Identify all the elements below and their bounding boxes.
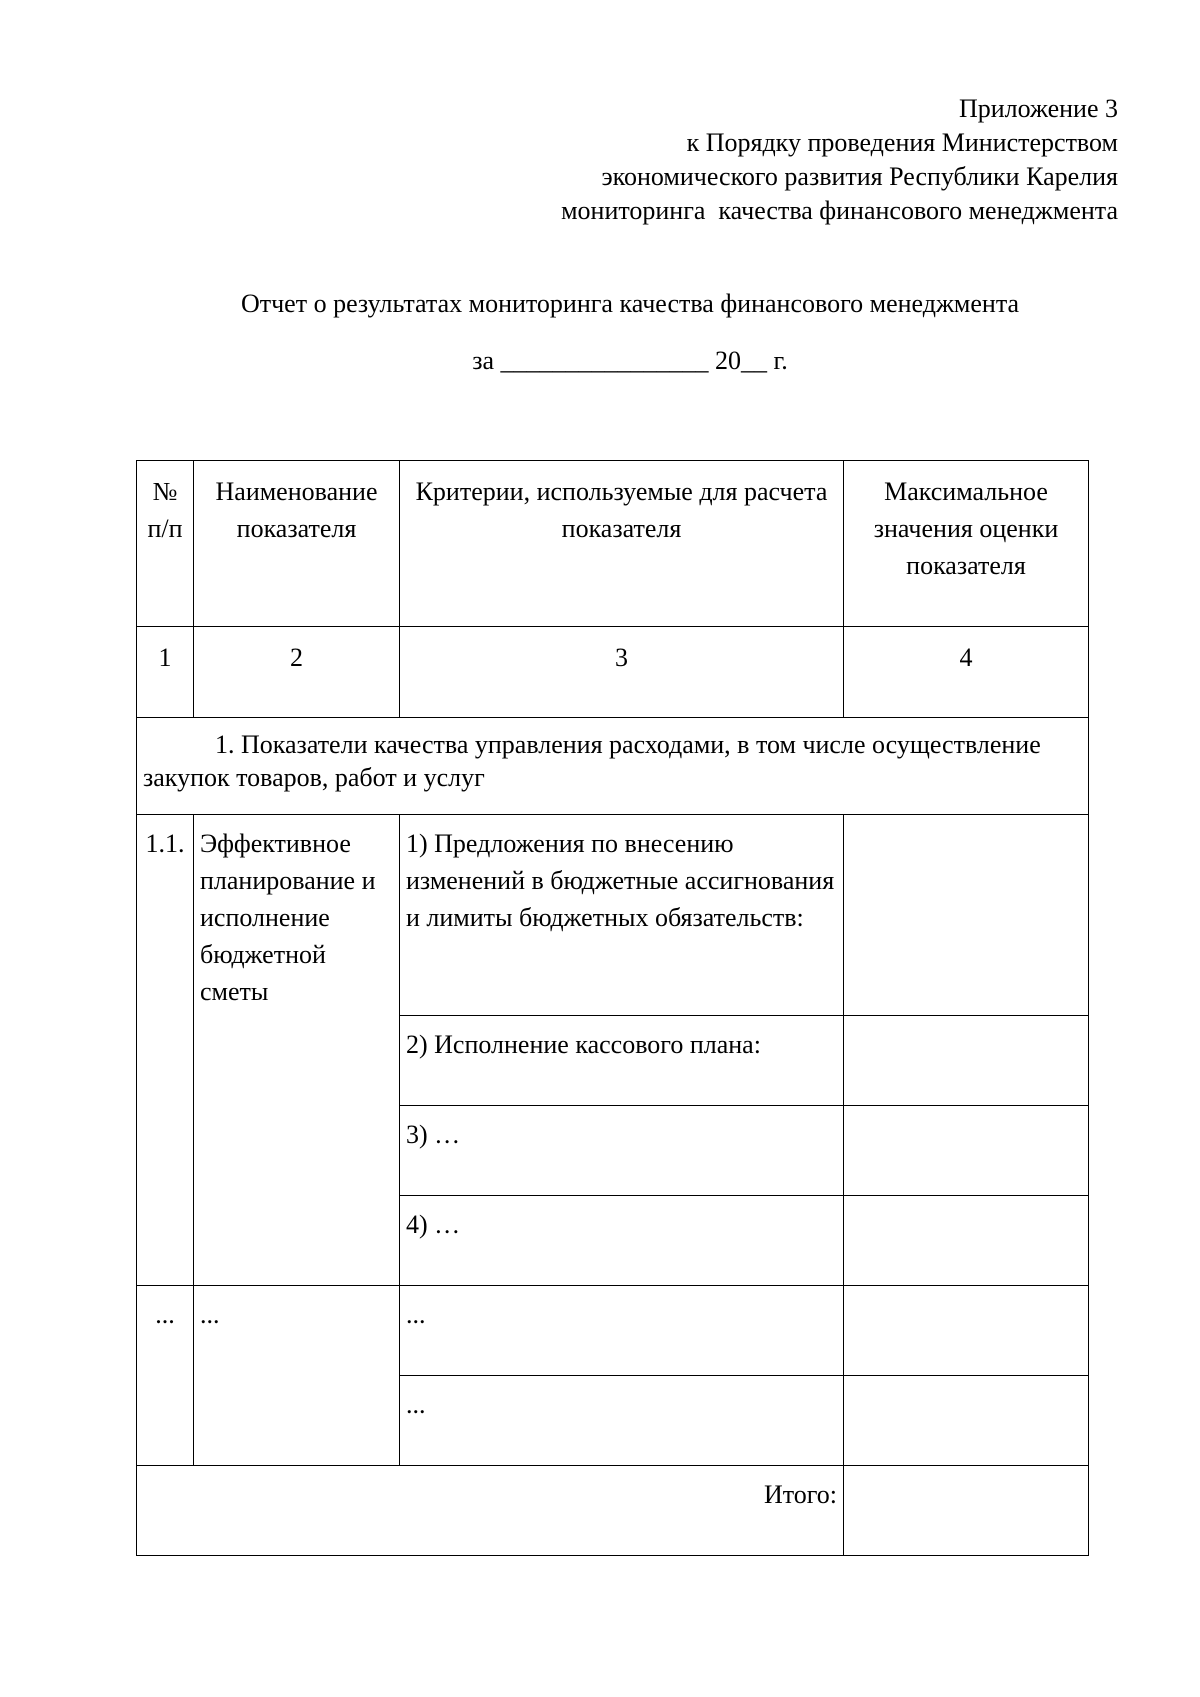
- criteria-cell: 1) Предложения по внесению изменений в бюджетные ассигнования и лимиты бюджетных обязательств:: [400, 815, 844, 1016]
- appendix-line: экономического развития Республики Карелия: [601, 162, 1118, 191]
- column-number: 3: [400, 627, 844, 718]
- header-criteria: Критерии, используемые для расчета показателя: [400, 461, 844, 627]
- table-header-row: [137, 461, 1089, 627]
- indicator-name: Эффективное планирование и исполнение бюджетной сметы: [194, 815, 400, 1286]
- table-row: [137, 815, 1089, 1016]
- total-label: Итого:: [137, 1466, 844, 1556]
- criteria-cell: ...: [400, 1286, 844, 1376]
- report-table: [136, 460, 1089, 1556]
- indicator-name: ...: [194, 1286, 400, 1466]
- criteria-cell: 3) …: [400, 1106, 844, 1196]
- max-score-cell: [844, 1196, 1089, 1286]
- total-row: [137, 1466, 1089, 1556]
- criteria-cell: 4) …: [400, 1196, 844, 1286]
- appendix-header: [418, 92, 1118, 228]
- row-number: ...: [137, 1286, 194, 1466]
- header-name: Наименование показателя: [194, 461, 400, 627]
- criteria-cell: 2) Исполнение кассового плана:: [400, 1016, 844, 1106]
- header-num: № п/п: [137, 461, 194, 627]
- table-row: [137, 1286, 1089, 1376]
- max-score-cell: [844, 1286, 1089, 1376]
- section-title: 1. Показатели качества управления расходами, в том числе осуществление закупок товаров, работ и услуг: [143, 730, 1041, 792]
- max-score-cell: [844, 1016, 1089, 1106]
- max-score-cell: [844, 1376, 1089, 1466]
- max-score-cell: [844, 1106, 1089, 1196]
- section-row: [137, 718, 1089, 815]
- header-max-score: Максимальное значения оценки показателя: [844, 461, 1089, 627]
- report-period: за ________________ 20__ г.: [472, 346, 788, 375]
- report-title: Отчет о результатах мониторинга качества финансового менеджмента: [240, 289, 1020, 318]
- column-number: 4: [844, 627, 1089, 718]
- column-number: 2: [194, 627, 400, 718]
- column-number: 1: [137, 627, 194, 718]
- appendix-line: мониторинга качества финансового менеджмента: [561, 196, 1118, 225]
- appendix-line: Приложение 3: [958, 94, 1118, 123]
- max-score-cell: [844, 815, 1089, 1016]
- row-number: 1.1.: [137, 815, 194, 1286]
- total-value-cell: [844, 1466, 1089, 1556]
- section-title-cell: [137, 718, 1089, 815]
- appendix-line: к Порядку проведения Министерством: [686, 128, 1118, 157]
- criteria-cell: ...: [400, 1376, 844, 1466]
- column-numbers-row: [137, 627, 1089, 718]
